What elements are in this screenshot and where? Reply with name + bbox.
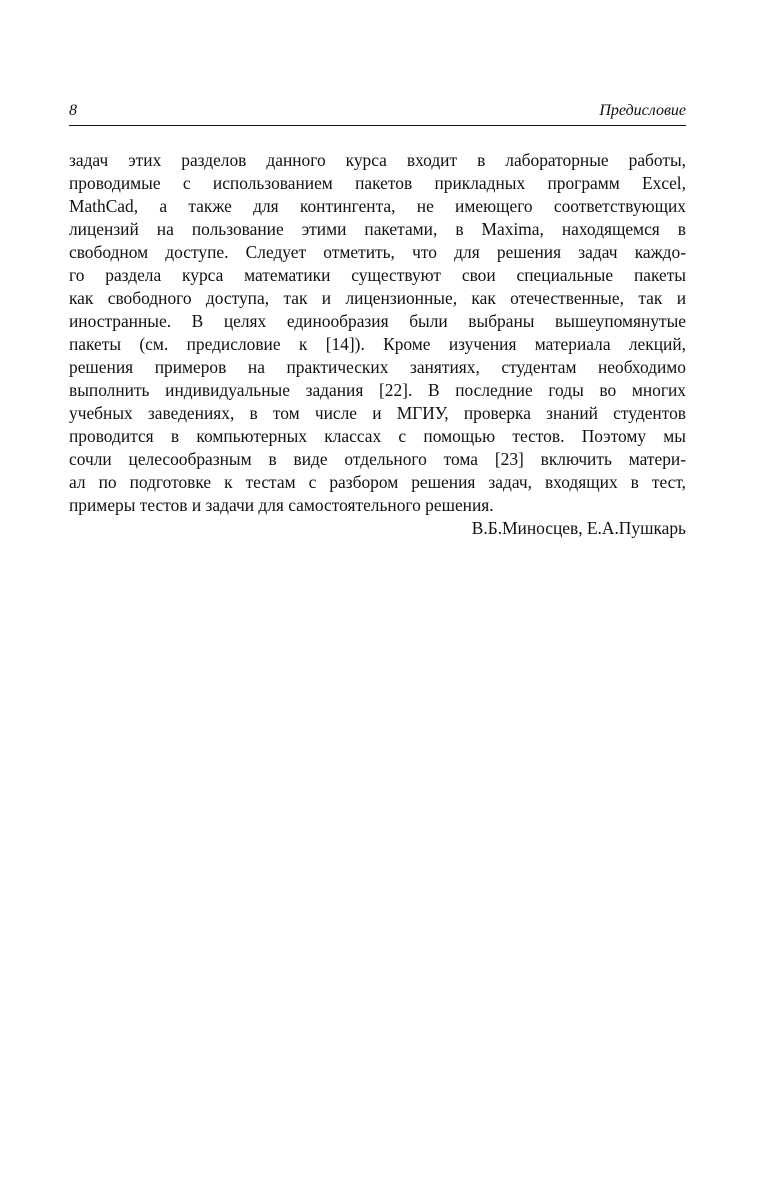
text-line: проводимые с использованием пакетов прикладных программ Excel, xyxy=(69,173,686,193)
text-line: примеры тестов и задачи для самостоятельного решения. xyxy=(69,495,494,515)
text-line: проводится в компьютерных классах с помощью тестов. Поэтому мы xyxy=(69,426,686,446)
text-line: пакеты (см. предисловие к [14]). Кроме изучения материала лекций, xyxy=(69,334,686,354)
text-line: иностранные. В целях единообразия были выбраны вышеупомянутые xyxy=(69,311,686,331)
text-line: MathCad, а также для контингента, не имеющего соответствующих xyxy=(69,196,686,216)
text-line: задач этих разделов данного курса входит в лабораторные работы, xyxy=(69,150,686,170)
running-title: Предисловие xyxy=(599,102,686,119)
author-signature: В.Б.Миносцев, Е.А.Пушкарь xyxy=(471,518,686,538)
text-line: выполнить индивидуальные задания [22]. В последние годы во многих xyxy=(69,380,686,400)
text-line: лицензий на пользование этими пакетами, в Maxima, находящемся в xyxy=(69,219,686,239)
text-line: свободном доступе. Следует отметить, что для решения задач каждо- xyxy=(69,242,686,262)
text-line: решения примеров на практических занятиях, студентам необходимо xyxy=(69,357,686,377)
text-line: как свободного доступа, так и лицензионные, как отечественные, так и xyxy=(69,288,686,308)
preface-body xyxy=(69,150,686,541)
text-line: учебных заведениях, в том числе и МГИУ, проверка знаний студентов xyxy=(69,403,686,423)
text-line: го раздела курса математики существуют свои специальные пакеты xyxy=(69,265,686,285)
text-line: сочли целесообразным в виде отдельного тома [23] включить матери- xyxy=(69,449,686,469)
page-number: 8 xyxy=(69,102,77,119)
text-line: ал по подготовке к тестам с разбором решения задач, входящих в тест, xyxy=(69,472,686,492)
page-header xyxy=(69,101,686,126)
